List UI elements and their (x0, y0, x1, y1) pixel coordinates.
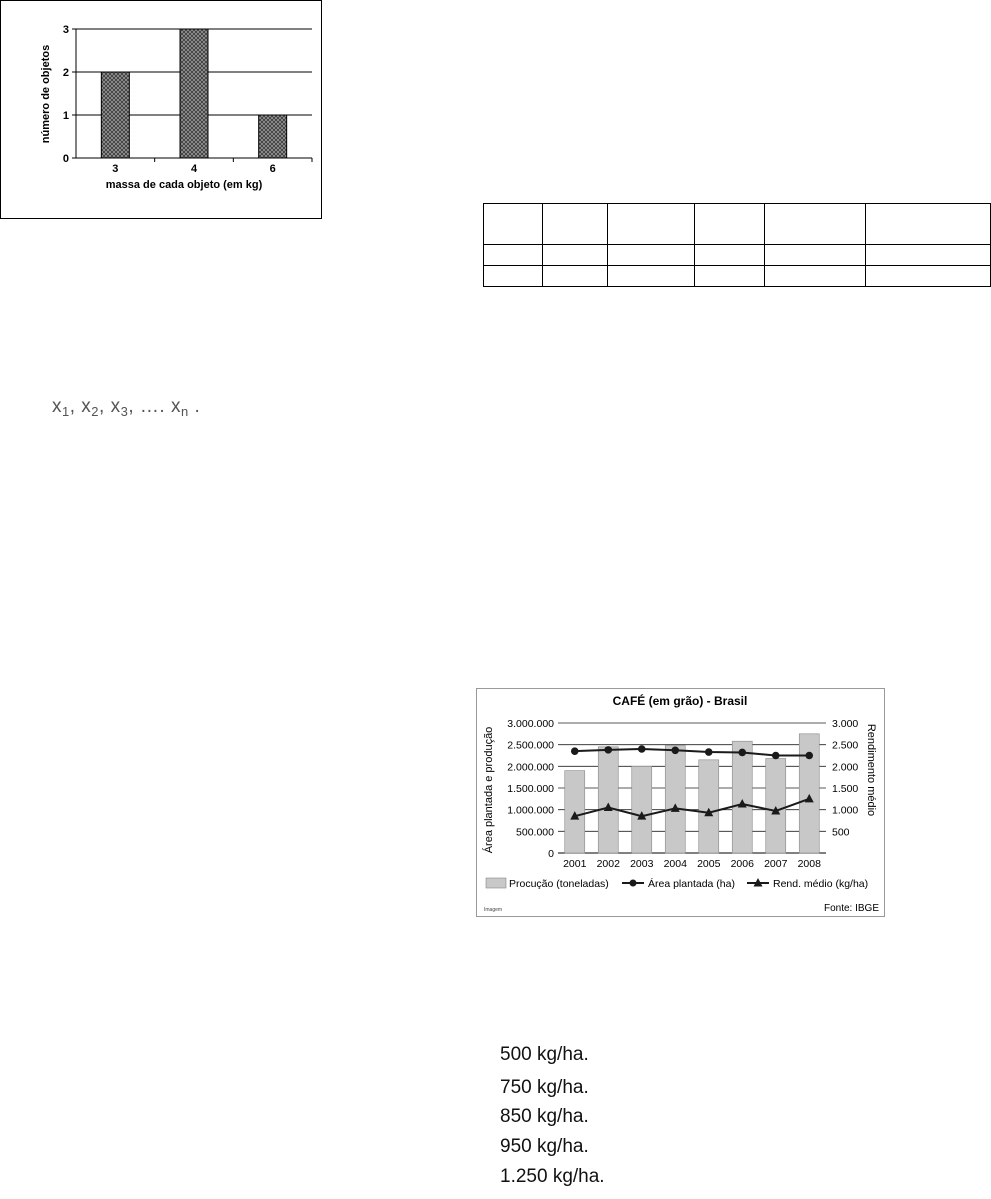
chart1-x-tick-label: 4 (190, 163, 198, 175)
chart2-left-axis-label: Área plantada e produção (483, 726, 495, 854)
chart2-production-bar (632, 766, 652, 853)
seq-dots: …. (139, 396, 166, 417)
chart2-area-point (805, 752, 813, 760)
chart2-right-axis-label: Rendimento médio (865, 723, 877, 817)
empty-data-table (483, 203, 991, 287)
table-cell (865, 245, 990, 266)
chart2-area-point (571, 747, 579, 755)
table-cell (542, 266, 608, 287)
seq-sub: 3 (120, 404, 129, 419)
chart2-left-tick-label: 500.000 (516, 826, 554, 839)
chart1-y-axis-label: número de objetos (40, 44, 52, 144)
chart2-x-tick-label: 2002 (596, 858, 620, 870)
chart1-y-tick-label: 2 (62, 67, 69, 79)
table-cell (484, 245, 543, 266)
chart1-x-tick-label: 3 (112, 163, 119, 175)
table-row (484, 266, 991, 287)
chart2-production-bar (766, 759, 786, 853)
seq-sub: n (180, 404, 189, 419)
chart2-title: CAFÉ (em grão) - Brasil (612, 694, 748, 708)
chart2-production-bar (598, 747, 618, 853)
answer-option: 500 kg/ha. (500, 1044, 589, 1065)
table-cell (765, 245, 865, 266)
chart2-left-tick-label: 0 (548, 848, 554, 860)
chart2-area-point (638, 745, 646, 753)
chart2-legend-label: Área plantada (ha) (648, 878, 735, 890)
seq-var: x (81, 396, 92, 417)
chart2-right-tick-label: 2.000 (832, 761, 859, 774)
table-cell (542, 245, 608, 266)
chart2-x-tick-label: 2007 (764, 858, 788, 870)
chart2-x-tick-label: 2003 (630, 858, 654, 870)
chart1-x-axis-label: massa de cada objeto (em kg) (105, 179, 263, 191)
chart2-legend-label: Rend. médio (kg/ha) (773, 878, 869, 890)
chart1-x-tick-label: 6 (269, 163, 276, 175)
chart2-x-tick-label: 2008 (797, 858, 821, 870)
coffee-chart (476, 688, 885, 917)
chart2-x-tick-label: 2006 (730, 858, 754, 870)
seq-var: x (170, 396, 181, 417)
answer-option: 850 kg/ha. (500, 1106, 589, 1127)
table-cell (608, 266, 694, 287)
chart2-left-tick-label: 2.000.000 (507, 761, 554, 774)
chart2-source: Fonte: IBGE (823, 903, 879, 914)
chart2-x-tick-label: 2004 (663, 858, 687, 870)
chart2-x-tick-label: 2001 (563, 858, 587, 870)
chart2-right-tick-label: 1.500 (832, 783, 859, 795)
table-cell (765, 204, 865, 245)
chart1-y-tick-label: 3 (62, 24, 69, 36)
chart2-area-point (604, 746, 612, 754)
chart2-production-bar (699, 760, 719, 853)
chart2-right-tick-label: 3.000 (832, 718, 859, 730)
table-cell (765, 266, 865, 287)
chart2-image-credit: Imagem (484, 907, 503, 913)
table-cell (484, 266, 543, 287)
chart2-left-tick-label: 2.500.000 (507, 739, 554, 752)
chart2-legend-swatch-bars (486, 878, 506, 888)
seq-var: x (110, 396, 121, 417)
chart2-area-point (671, 747, 679, 755)
chart2-left-tick-label: 1.000.000 (507, 804, 554, 817)
table-cell (484, 204, 543, 245)
table-cell (865, 204, 990, 245)
chart2-area-point (772, 752, 780, 760)
table-cell (865, 266, 990, 287)
chart1-y-tick-label: 0 (62, 153, 69, 165)
table-row (484, 204, 991, 245)
chart2-right-tick-label: 500 (832, 826, 850, 839)
chart2-x-tick-label: 2005 (697, 858, 721, 870)
table-cell (542, 204, 608, 245)
chart2-production-bar (665, 746, 685, 853)
chart2-left-tick-label: 1.500.000 (507, 783, 554, 795)
table-cell (608, 204, 694, 245)
chart1-bar (101, 72, 129, 158)
chart1-bar (180, 29, 208, 158)
chart2-legend-marker-area (630, 880, 637, 887)
chart1-y-tick-label: 1 (62, 110, 69, 122)
table-cell (694, 266, 765, 287)
table-cell (608, 245, 694, 266)
seq-sub: 2 (91, 404, 100, 419)
variable-sequence: $x_1$, $x_2$, $x_3$, …. $x_n$ . (52, 396, 201, 419)
chart2-area-point (738, 749, 746, 757)
chart1-bar (259, 115, 287, 158)
chart2-right-tick-label: 2.500 (832, 739, 859, 752)
chart2-production-bar (732, 741, 752, 853)
answer-option: 750 kg/ha. (500, 1077, 589, 1098)
answer-option: 1.250 kg/ha. (500, 1166, 605, 1187)
table-cell (694, 204, 765, 245)
chart2-right-tick-label: 1.000 (832, 804, 859, 817)
answer-option: 950 kg/ha. (500, 1136, 589, 1157)
seq-sub: 1 (62, 404, 70, 419)
chart2-left-tick-label: 3.000.000 (507, 718, 554, 730)
table-row (484, 245, 991, 266)
chart2-legend-label: Procução (toneladas) (509, 878, 609, 890)
chart2-area-point (705, 748, 713, 756)
table-cell (694, 245, 765, 266)
seq-var: x (52, 396, 62, 417)
mass-bar-chart (0, 0, 323, 220)
